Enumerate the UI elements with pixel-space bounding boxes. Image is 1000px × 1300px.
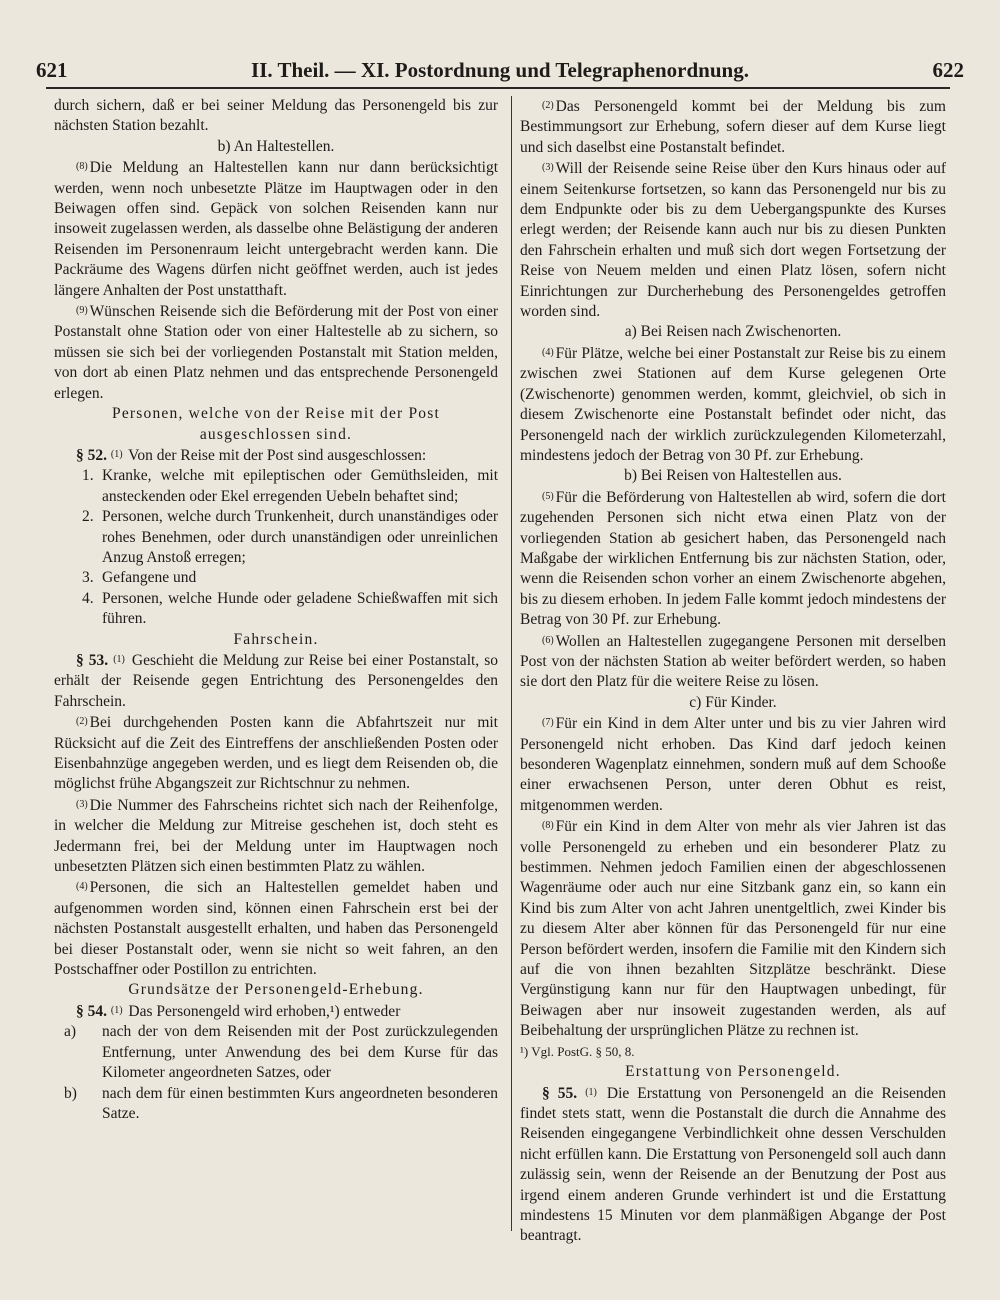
paragraph-number: (6) [542, 634, 554, 646]
paragraph-number: (2) [76, 716, 88, 728]
section-53 [54, 650, 498, 712]
left-column [54, 96, 498, 1124]
list-letter: a) [64, 1023, 77, 1041]
paragraph-text: Für die Beförderung von Haltestellen ab wird, sofern die dort zugehenden Personen sich nicht etwa einen Platz von der vorliegenden Station ab gesichert haben, das Personengeld nach Maßgabe der wirklichen Entfernung bis zur nächsten Station, oder, wenn die Reisenden schon vorher an einem Zwischenorte abgehen, bis zu diesem erhoben. In jedem Falle kommt jedoch mindestens der Betrag von 30 Pf. zur Erhebung. [520, 488, 946, 629]
section-52 [54, 445, 498, 466]
paragraph-text: Für ein Kind in dem Alter von mehr als vier Jahren ist das volle Personengeld zu erheben und ein besonderer Platz zu bestimmen. Nehmen jedoch Familien einen der abgeschlossenen Wagenräume oder auch nur eine Sitzbank ganz ein, so kann ein Kind bis zum Alter von acht Jahren unentgeltlich, zwei Kinder bis zu diesem Alter aber können für das Personengeld für nur eine Person befördert werden, insofern die Familie mit den Kindern sich auf die von ihnen bezahlten Sitzplätze beschränkt. Diese Vergünstigung kann nur für den Hauptwagen unbedingt, für Beiwagen aber nur insoweit zugestanden werden, als auf Beibehaltung der ursprünglichen Plätze zu rechnen ist. [520, 818, 946, 1040]
list-number: 3. [82, 569, 94, 587]
section-heading-fahrschein: Fahrschein. [233, 630, 319, 648]
paragraph-continuation: durch sichern, daß er bei seiner Meldung das Personengeld bis zur nächsten Station bezahlt. [54, 97, 498, 135]
paragraph-number: (1) [110, 448, 123, 460]
paragraph-3 [520, 158, 946, 322]
section-number: § 52. [76, 446, 107, 464]
footnote: ¹) Vgl. PostG. § 50, 8. [520, 1043, 635, 1059]
section-53-para-3 [54, 795, 498, 878]
list-text: Kranke, welche mit epileptischen oder Gemüthsleiden, mit ansteckenden oder Ekel erregenden Uebeln behaftet sind; [102, 467, 498, 505]
list-letter: b) [64, 1084, 77, 1102]
section-number: § 53. [76, 651, 109, 669]
subheading-kinder: c) Für Kinder. [689, 693, 777, 711]
paragraph-number: (9) [76, 305, 88, 317]
paragraph-text: Die Nummer des Fahrscheins richtet sich nach der Reihenfolge, in welcher die Meldung zur Mitreise geschehen ist, doch steht es Jedermann frei, bei der Meldung unter im Hauptwagen noch unbesetzten Plätzen sich einen bestimmten Platz zu wählen. [54, 796, 498, 876]
paragraph-text: Das Personengeld kommt bei der Meldung bis zum Bestimmungsort zur Erhebung, sofern dieser auf dem Kurse liegt und sich daselbst eine Postanstalt befindet. [520, 98, 946, 156]
paragraph-5 [520, 487, 946, 631]
section-text: Das Personengeld wird erhoben,¹) entweder [128, 1002, 401, 1020]
paragraph-text: Für ein Kind in dem Alter unter und bis zu vier Jahren wird Personengeld nicht erhoben. Das Kind darf jedoch keinen besonderen Wagenplatz einnehmen, sondern muß auf dem Schooße einer erwachsenen Person, unter deren Obhut es reist, mitgenommen werden. [520, 715, 946, 814]
subheading-haltestellen-aus: b) Bei Reisen von Haltestellen aus. [624, 467, 842, 485]
section-text: Von der Reise mit der Post sind ausgeschlossen: [128, 446, 427, 464]
section-55 [520, 1083, 946, 1247]
list-number: 4. [82, 589, 94, 607]
list-item [54, 568, 498, 588]
paragraph-number: (4) [542, 346, 554, 358]
list-number: 1. [82, 467, 94, 485]
paragraph-text: Personen, die sich an Haltestellen gemeldet haben und aufgenommen worden sind, können einen Fahrschein erst bei der nächsten Postanstalt ausgestellt erhalten, und haben das Personengeld bei dieser Postanstalt oder, wenn sie nicht so weit fahren, an den Postschaffner oder Postillon zu entrichten. [54, 879, 498, 979]
paragraph-9 [54, 301, 498, 404]
paragraph-text: Wünschen Reisende sich die Beförderung mit der Post von einer Postanstalt ohne Station oder von einer Haltestelle ab zu sichern, so müssen sie sich bei der vorliegenden Postanstalt mit Station melden, von dort ab einen Platz nehmen und das entsprechende Personengeld erlegen. [54, 303, 498, 402]
section-heading-grundsaetze: Grundsätze der Personengeld-Erhebung. [128, 981, 424, 999]
list-item [54, 1084, 498, 1125]
list-text: Personen, welche durch Trunkenheit, durch unanständiges oder rohes Benehmen, oder durch unanständigen oder unreinlichen Anzug Anstoß erregen; [102, 508, 498, 566]
paragraph-number: (3) [76, 798, 88, 810]
exclusion-list [54, 466, 498, 629]
subheading-haltestellen: b) An Haltestellen. [217, 137, 335, 155]
paragraph-number: (5) [542, 490, 554, 502]
section-54 [54, 1001, 498, 1022]
paragraph-number: (4) [76, 881, 88, 893]
section-53-para-4 [54, 877, 498, 980]
list-item [54, 1022, 498, 1083]
section-text: Die Erstattung von Personengeld an die Reisenden findet stets statt, wenn die Postanstalt die durch die Annahme des Reisenden eingegangene Verbindlichkeit ohne dessen Verschulden nicht erfüllen kann. Die Erstattung von Personengeld soll auch dann zulässig sein, wenn der Reisende an der Benutzung der Post aus irgend einem anderen Grunde verhindert ist und die Erstattung mindestens 15 Minuten vor dem planmäßigen Abgange der Post beantragt. [520, 1084, 947, 1245]
section-number: § 55. [542, 1084, 578, 1102]
page-number-left: 621 [36, 58, 68, 82]
paragraph-2 [520, 96, 946, 158]
fee-method-list [54, 1022, 498, 1124]
paragraph-number: (1) [113, 653, 125, 665]
section-text: Geschieht die Meldung zur Reise bei einer Postanstalt, so erhält der Reisende gegen Entrichtung des Personengeldes den Fahrschein. [54, 651, 498, 710]
paragraph-text: Für Plätze, welche bei einer Postanstalt zur Reise bis zu einem zwischen zwei Stationen auf dem Kurse gelegenen Orte (Zwischenorte) genommen werden, kommt, gleichviel, ob sich in diesem Zwischenorte eine Postanstalt befindet oder nicht, das Personengeld nach der wirklich zurückzulegenden Kilometerzahl, mindestens jedoch der Betrag von 30 Pf. zur Erhebung. [520, 344, 946, 464]
paragraph-text: Will der Reisende seine Reise über den Kurs hinaus oder auf einem Seitenkurse fortsetzen, so kann das Personengeld nur bis zu dem Endpunkte oder bis zu dem Uebergangspunkte des Kurses erlegt werden; der Reisende kann auch nur bis zu diesen Punkten den Fahrschein erhalten und muß sich dort wegen Fortsetzung der Reise von Neuem melden und einen Platz lösen, sofern nicht Einrichtungen zur Durcherhebung des Personengeldes getroffen worden sind. [520, 160, 946, 321]
section-heading-erstattung: Erstattung von Personengeld. [625, 1063, 841, 1081]
page-number-right: 622 [932, 58, 964, 82]
section-number: § 54. [76, 1002, 107, 1020]
paragraph-number: (7) [542, 717, 554, 729]
list-text: Personen, welche Hunde oder geladene Schießwaffen mit sich führen. [102, 589, 498, 628]
list-text: nach der von dem Reisenden mit der Post zurückzulegenden Entfernung, unter Anwendung des bei dem Kurse für das Kilometer angeordneten Satzes, oder [102, 1023, 498, 1082]
paragraph-8 [54, 157, 498, 301]
paragraph-number: (1) [585, 1086, 597, 1098]
paragraph-number: (2) [542, 100, 554, 111]
column-divider [511, 96, 512, 1231]
list-item [54, 466, 498, 507]
paragraph-text: Bei durchgehenden Posten kann die Abfahrtszeit nur mit Rücksicht auf die Zeit des Eintreffens der anschließenden Posten oder Eisenbahnzüge angegeben werden, und es liegt dem Reisenden ob, die möglichst frühe Abgangszeit zur Richtschnur zu nehmen. [54, 714, 498, 793]
paragraph-4 [520, 343, 946, 466]
paragraph-text: Die Meldung an Haltestellen kann nur dann berücksichtigt werden, wenn noch unbesetzte Plätze im Hauptwagen oder in den Beiwagen offen sind. Gepäck von solchen Reisenden kann nur insoweit zugelassen werden, als dasselbe ohne Belästigung der anderen Reisenden im Personenraum leicht untergebracht werden kann. Die Packräume des Wagens dürfen nicht geöffnet werden, auch ist jedes längere Anhalten der Post unstatthaft. [54, 159, 498, 299]
paragraph-8 [520, 816, 946, 1041]
list-text: Gefangene und [102, 569, 197, 587]
paragraph-number: (8) [542, 820, 554, 832]
paragraph-7 [520, 713, 946, 816]
list-text: nach dem für einen bestimmten Kurs angeordneten besonderen Satze. [102, 1084, 498, 1122]
paragraph-6 [520, 631, 946, 693]
running-title: II. Theil. — XI. Postordnung und Telegraphenordnung. [251, 58, 749, 82]
paragraph-number: (3) [542, 162, 554, 174]
paragraph-number: (8) [76, 161, 88, 173]
list-item [54, 507, 498, 568]
list-number: 2. [82, 508, 94, 526]
section-53-para-2 [54, 712, 498, 795]
header-rule [46, 87, 950, 89]
section-heading-ausgeschlossen: Personen, welche von der Reise mit der Post ausgeschlossen sind. [112, 405, 440, 443]
paragraph-number: (1) [110, 1004, 123, 1016]
page-header [30, 52, 970, 86]
subheading-zwischenorte: a) Bei Reisen nach Zwischenorten. [624, 323, 842, 341]
list-item [54, 589, 498, 630]
paragraph-text: Wollen an Haltestellen zugegangene Personen mit derselben Post von der nächsten Station ab weiter befördert werden, so haben sie dort den Platz für die weitere Reise zu lösen. [520, 632, 946, 691]
right-column [520, 96, 946, 1247]
